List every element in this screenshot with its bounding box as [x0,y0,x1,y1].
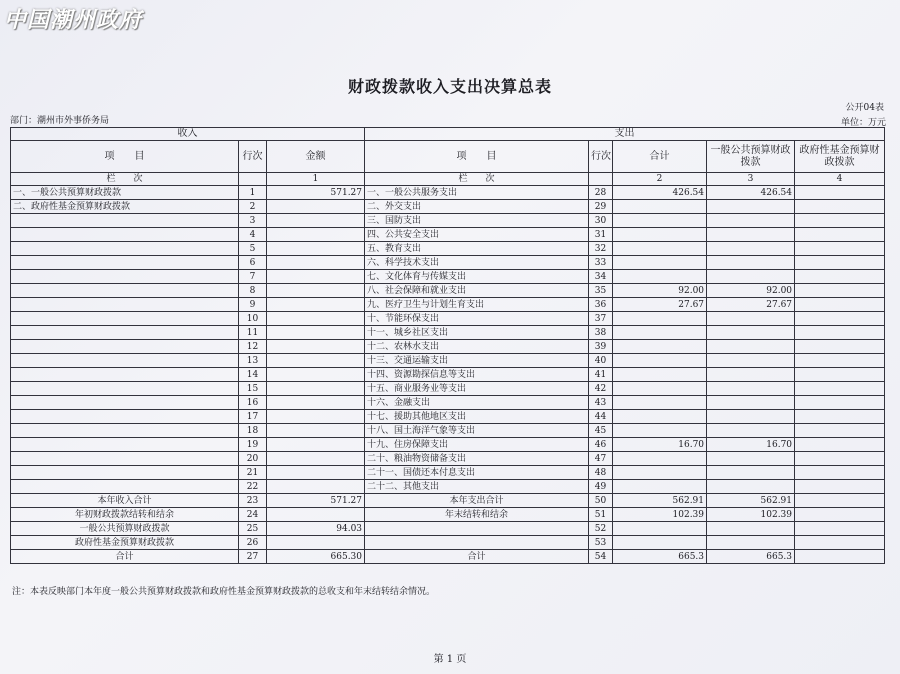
income-amount: 571.27 [267,494,365,508]
expense-item: 二十一、国债还本付息支出 [365,466,589,480]
general-budget-amount [707,368,795,382]
income-line-no: 17 [239,410,267,424]
income-line-no: 12 [239,340,267,354]
gov-fund-amount [795,396,885,410]
income-item [11,368,239,382]
income-line-no: 7 [239,270,267,284]
expense-item: 十八、国土海洋气象等支出 [365,424,589,438]
gov-fund-amount [795,214,885,228]
gov-fund-amount [795,256,885,270]
income-amount [267,256,365,270]
income-line-no: 27 [239,550,267,564]
expense-item: 二、外交支出 [365,200,589,214]
income-item [11,242,239,256]
expense-line-no: 37 [589,312,613,326]
table-row [11,396,885,410]
gov-fund-amount [795,522,885,536]
general-budget-amount [707,242,795,256]
expense-item: 十七、援助其他地区支出 [365,410,589,424]
income-item [11,396,239,410]
expense-total: 562.91 [613,494,707,508]
income-item: 年初财政拨款结转和结余 [11,508,239,522]
general-budget-amount [707,536,795,550]
income-line-no: 1 [239,186,267,200]
budget-summary-table [10,127,885,564]
col1-index: 1 [267,173,365,186]
income-amount [267,228,365,242]
table-row [11,452,885,466]
expense-line-no: 33 [589,256,613,270]
general-budget-amount [707,228,795,242]
table-row [11,186,885,200]
expense-line-no: 29 [589,200,613,214]
expense-line-no: 38 [589,326,613,340]
income-item: 一、一般公共预算财政拨款 [11,186,239,200]
income-item-header: 项 目 [11,141,239,173]
income-item [11,452,239,466]
table-row [11,382,885,396]
expense-line-no: 34 [589,270,613,284]
expense-total [613,242,707,256]
income-item [11,298,239,312]
expense-line-no: 32 [589,242,613,256]
expense-line-no: 39 [589,340,613,354]
expense-item: 年末结转和结余 [365,508,589,522]
gov-fund-amount [795,284,885,298]
income-line-no: 15 [239,382,267,396]
income-line-no: 23 [239,494,267,508]
income-header: 收入 [11,128,365,141]
income-amount [267,508,365,522]
gov-fund-amount [795,340,885,354]
expense-total [613,326,707,340]
expense-total-header: 合计 [613,141,707,173]
income-item [11,410,239,424]
gov-fund-amount [795,452,885,466]
income-amount: 665.30 [267,550,365,564]
income-amount [267,480,365,494]
general-budget-header: 一般公共预算财政拨款 [707,141,795,173]
gov-fund-amount [795,200,885,214]
site-watermark: 中国潮州政府 [4,8,143,33]
summary-row [11,550,885,564]
expense-line-no: 35 [589,284,613,298]
form-number: 公开04表 [845,103,884,113]
general-budget-amount [707,354,795,368]
income-item [11,480,239,494]
expense-line-no: 43 [589,396,613,410]
col2-index: 2 [613,173,707,186]
expense-item: 十三、交通运输支出 [365,354,589,368]
col3-index: 3 [707,173,795,186]
income-line-no: 25 [239,522,267,536]
table-row [11,214,885,228]
general-budget-amount [707,382,795,396]
income-line-no: 16 [239,396,267,410]
gov-fund-amount [795,536,885,550]
general-budget-amount [707,214,795,228]
expense-lineno-header: 行次 [589,141,613,173]
expense-item-header: 项 目 [365,141,589,173]
expense-line-no: 53 [589,536,613,550]
table-row [11,256,885,270]
expense-item: 四、公共安全支出 [365,228,589,242]
expense-line-no: 36 [589,298,613,312]
general-budget-amount [707,522,795,536]
general-budget-amount [707,480,795,494]
table-row [11,354,885,368]
income-item [11,228,239,242]
gov-fund-amount [795,354,885,368]
table-row [11,242,885,256]
gov-fund-amount [795,480,885,494]
income-amount [267,298,365,312]
expense-item [365,536,589,550]
gov-fund-amount [795,466,885,480]
gov-fund-amount [795,382,885,396]
table-row [11,466,885,480]
table-row [11,270,885,284]
income-amount [267,396,365,410]
general-budget-amount [707,424,795,438]
expense-total [613,522,707,536]
income-amount: 571.27 [267,186,365,200]
income-line-no: 18 [239,424,267,438]
gov-fund-amount [795,438,885,452]
income-item [11,354,239,368]
table-row [11,340,885,354]
expense-total [613,312,707,326]
general-budget-amount [707,326,795,340]
expense-total [613,536,707,550]
table-row [11,480,885,494]
gov-fund-amount [795,312,885,326]
income-amount [267,424,365,438]
income-line-no: 10 [239,312,267,326]
income-line-no: 24 [239,508,267,522]
general-budget-amount: 102.39 [707,508,795,522]
income-amount [267,368,365,382]
general-budget-amount: 16.70 [707,438,795,452]
general-budget-amount [707,452,795,466]
expense-total [613,382,707,396]
expense-line-no: 50 [589,494,613,508]
expense-header: 支出 [365,128,885,141]
expense-line-no: 42 [589,382,613,396]
expense-item: 九、医疗卫生与计划生育支出 [365,298,589,312]
expense-item: 十五、商业服务业等支出 [365,382,589,396]
gov-fund-amount [795,424,885,438]
expense-total [613,452,707,466]
expense-line-no: 48 [589,466,613,480]
table-row [11,410,885,424]
income-line-no: 9 [239,298,267,312]
gov-fund-amount [795,550,885,564]
expense-total [613,466,707,480]
income-item [11,466,239,480]
expense-total [613,256,707,270]
income-item [11,424,239,438]
expense-total [613,368,707,382]
general-budget-amount [707,410,795,424]
expense-line-no: 31 [589,228,613,242]
income-amount-header: 金额 [267,141,365,173]
income-line-no: 14 [239,368,267,382]
income-item: 本年收入合计 [11,494,239,508]
expense-item: 十六、金融支出 [365,396,589,410]
header-row-sections [11,128,885,141]
income-line-no: 13 [239,354,267,368]
expense-line-no: 51 [589,508,613,522]
col4-index: 4 [795,173,885,186]
expense-line-no: 45 [589,424,613,438]
income-item [11,270,239,284]
expense-line-no: 30 [589,214,613,228]
income-line-no: 26 [239,536,267,550]
gov-fund-amount [795,410,885,424]
table-row [11,438,885,452]
expense-line-no: 52 [589,522,613,536]
income-line-no: 6 [239,256,267,270]
expense-total [613,424,707,438]
income-line-no: 11 [239,326,267,340]
general-budget-amount: 562.91 [707,494,795,508]
expense-line-no: 47 [589,452,613,466]
summary-row [11,494,885,508]
general-budget-amount: 665.3 [707,550,795,564]
income-item: 合计 [11,550,239,564]
table-row [11,200,885,214]
income-item: 二、政府性基金预算财政拨款 [11,200,239,214]
income-item [11,438,239,452]
general-budget-amount [707,200,795,214]
summary-row [11,522,885,536]
income-item [11,340,239,354]
income-line-no: 3 [239,214,267,228]
income-amount [267,438,365,452]
income-amount [267,214,365,228]
income-amount [267,410,365,424]
income-amount [267,382,365,396]
unit-label: 单位：万元 [840,118,886,128]
table-row [11,326,885,340]
income-amount [267,200,365,214]
expense-item: 五、教育支出 [365,242,589,256]
income-item [11,284,239,298]
general-budget-amount [707,340,795,354]
expense-total: 27.67 [613,298,707,312]
expense-total [613,396,707,410]
income-amount [267,284,365,298]
income-item [11,382,239,396]
gov-fund-amount [795,186,885,200]
income-column-label: 栏 次 [11,173,239,186]
expense-item: 十一、城乡社区支出 [365,326,589,340]
expense-line-no: 44 [589,410,613,424]
gov-fund-amount [795,326,885,340]
expense-total [613,480,707,494]
header-row-columns [11,141,885,173]
general-budget-amount [707,270,795,284]
income-item [11,312,239,326]
expense-item: 十二、农林水支出 [365,340,589,354]
income-amount [267,466,365,480]
gov-fund-amount [795,228,885,242]
expense-item: 六、科学技术支出 [365,256,589,270]
gov-fund-amount [795,494,885,508]
expense-item [365,522,589,536]
table-note: 注：本表反映部门本年度一般公共预算财政拨款和政府性基金预算财政拨款的总收支和年末结转结余情况。 [12,587,436,597]
expense-line-no: 46 [589,438,613,452]
expense-total: 16.70 [613,438,707,452]
income-amount [267,270,365,284]
expense-line-no: 40 [589,354,613,368]
expense-total [613,340,707,354]
income-lineno-header: 行次 [239,141,267,173]
general-budget-amount: 426.54 [707,186,795,200]
table-row [11,298,885,312]
income-amount [267,326,365,340]
income-item: 政府性基金预算财政拨款 [11,536,239,550]
expense-total [613,354,707,368]
expense-line-no: 41 [589,368,613,382]
gov-fund-amount [795,298,885,312]
income-line-no: 20 [239,452,267,466]
income-amount [267,312,365,326]
income-amount [267,242,365,256]
income-line-no: 19 [239,438,267,452]
income-line-no: 22 [239,480,267,494]
general-budget-amount: 27.67 [707,298,795,312]
expense-line-no: 28 [589,186,613,200]
summary-row [11,536,885,550]
expense-total: 102.39 [613,508,707,522]
expense-item: 十四、资源勘探信息等支出 [365,368,589,382]
table-row [11,228,885,242]
table-row [11,424,885,438]
income-amount [267,354,365,368]
gov-fund-amount [795,508,885,522]
general-budget-amount [707,466,795,480]
income-amount: 94.03 [267,522,365,536]
gov-fund-amount [795,368,885,382]
income-item [11,214,239,228]
income-amount [267,340,365,354]
income-line-no: 21 [239,466,267,480]
general-budget-amount [707,312,795,326]
expense-total: 92.00 [613,284,707,298]
income-line-no: 8 [239,284,267,298]
general-budget-amount [707,396,795,410]
expense-line-no: 49 [589,480,613,494]
income-item [11,256,239,270]
general-budget-amount [707,256,795,270]
expense-line-no: 54 [589,550,613,564]
expense-total: 426.54 [613,186,707,200]
gov-fund-amount [795,242,885,256]
income-line-no: 2 [239,200,267,214]
expense-item: 二十、粮油物资储备支出 [365,452,589,466]
expense-item: 一、一般公共服务支出 [365,186,589,200]
expense-column-label: 栏 次 [365,173,589,186]
table-row [11,284,885,298]
table-row [11,368,885,382]
income-line-no: 4 [239,228,267,242]
summary-row [11,508,885,522]
income-item [11,326,239,340]
header-row-column-index [11,173,885,186]
income-amount [267,452,365,466]
expense-item: 十、节能环保支出 [365,312,589,326]
expense-item: 合计 [365,550,589,564]
expense-item: 二十二、其他支出 [365,480,589,494]
department-label: 部门：潮州市外事侨务局 [10,116,110,126]
general-budget-amount: 92.00 [707,284,795,298]
expense-item: 七、文化体育与传媒支出 [365,270,589,284]
expense-item: 本年支出合计 [365,494,589,508]
table-row [11,312,885,326]
expense-total [613,270,707,284]
expense-item: 十九、住房保障支出 [365,438,589,452]
page-title: 财政拨款收入支出决算总表 [347,77,552,96]
income-amount [267,536,365,550]
income-line-no: 5 [239,242,267,256]
expense-total: 665.3 [613,550,707,564]
expense-item: 三、国防支出 [365,214,589,228]
gov-fund-amount [795,270,885,284]
expense-total [613,228,707,242]
expense-total [613,410,707,424]
gov-fund-header: 政府性基金预算财政拨款 [795,141,885,173]
expense-item: 八、社会保障和就业支出 [365,284,589,298]
income-item: 一般公共预算财政拨款 [11,522,239,536]
expense-total [613,200,707,214]
page-number: 第 1 页 [433,654,467,665]
expense-total [613,214,707,228]
